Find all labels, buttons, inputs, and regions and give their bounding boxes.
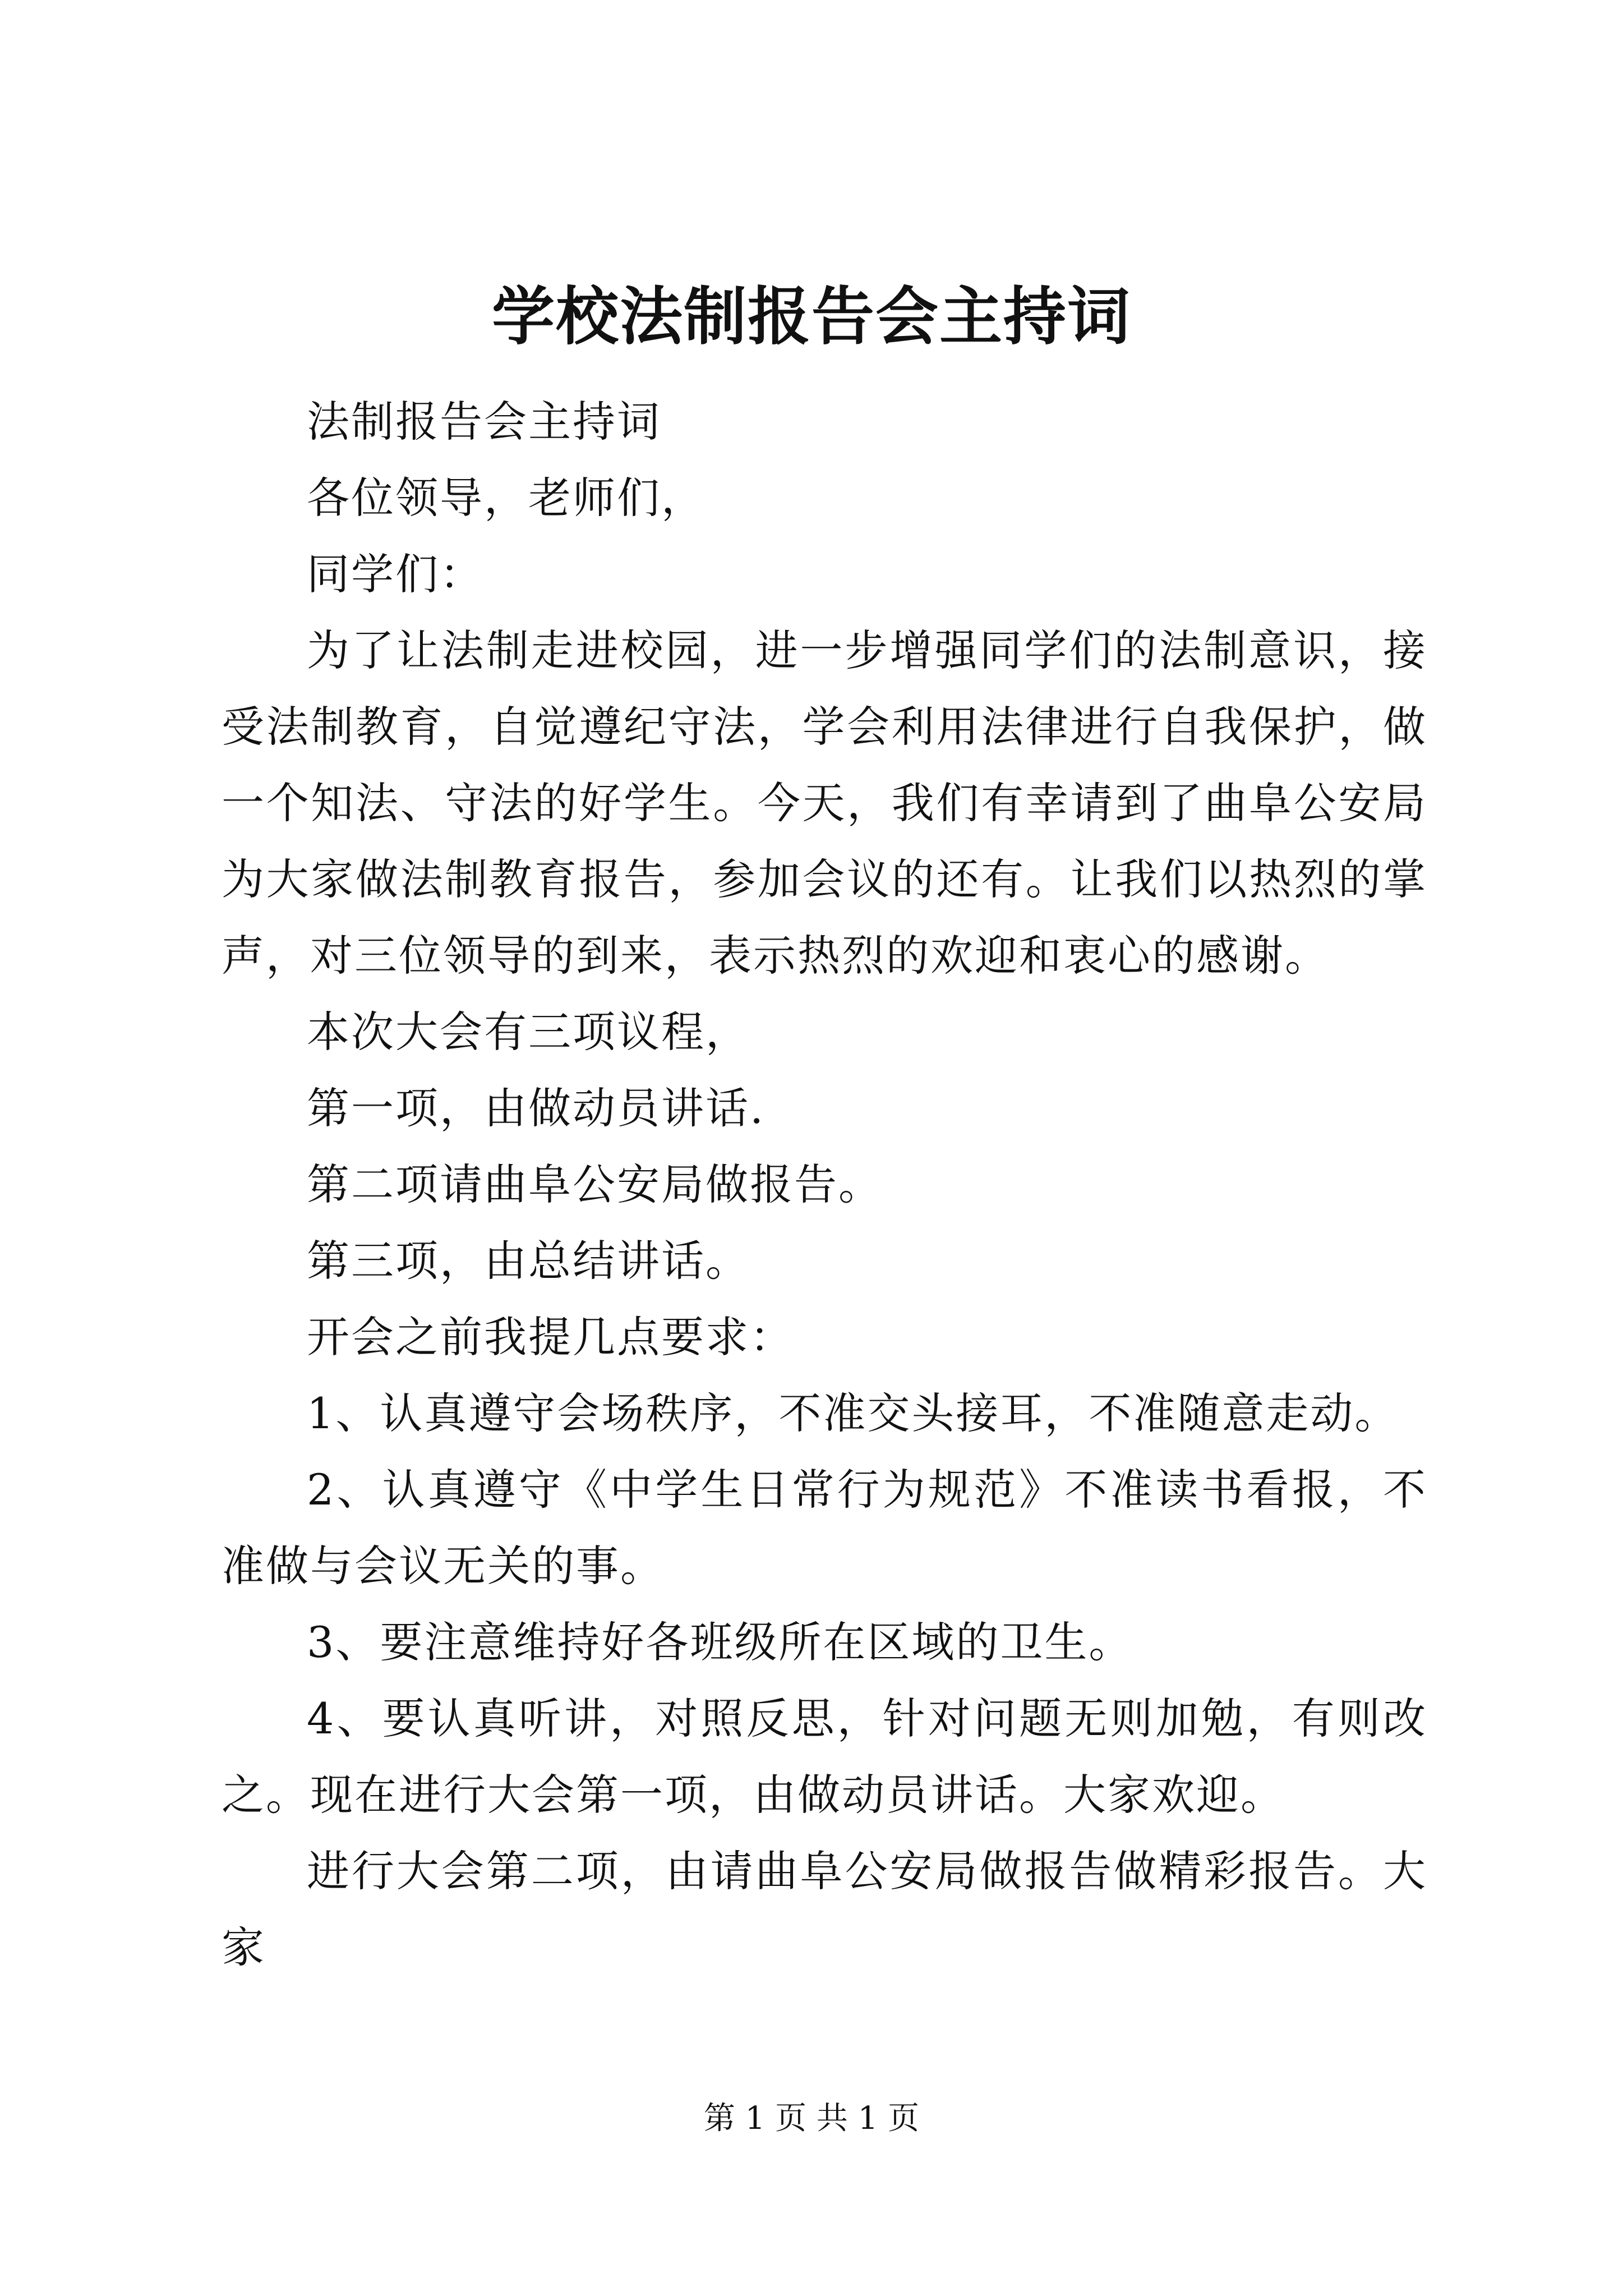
paragraph: 2、认真遵守《中学生日常行为规范》不准读书看报，不准做与会议无关的事。 bbox=[222, 1465, 1427, 1591]
page-footer: 第 1 页 共 1 页 bbox=[703, 2100, 920, 2137]
paragraph: 为了让法制走进校园，进一步增强同学们的法制意识，接受法制教育，自觉遵纪守法，学会利用法律进行自我保护，做一个知法、守法的好学生。今天，我们有幸请到了曲阜公安局为大家做法制教育报告，参加会议的还有。让我们以热烈的掌声，对三位领导的到来，表示热烈的欢迎和衷心的感谢。 bbox=[222, 625, 1427, 981]
paragraph: 开会之前我提几点要求： bbox=[307, 1312, 794, 1362]
paragraph: 进行大会第二项，由请曲阜公安局做报告做精彩报告。大家 bbox=[222, 1846, 1427, 1972]
paragraph: 第三项，由总结讲话。 bbox=[307, 1236, 750, 1286]
paragraph: 4、要认真听讲，对照反思，针对问题无则加勉，有则改之。现在进行大会第一项，由做动员讲话。大家欢迎。 bbox=[222, 1694, 1427, 1820]
paragraph: 同学们： bbox=[307, 549, 484, 599]
paragraph: 本次大会有三项议程， bbox=[307, 1007, 750, 1057]
paragraph: 第一项，由做动员讲话. bbox=[307, 1083, 766, 1133]
paragraph: 第二项请曲阜公安局做报告。 bbox=[307, 1159, 883, 1209]
paragraph: 1、认真遵守会场秩序，不准交头接耳，不准随意走动。 bbox=[307, 1388, 1399, 1438]
paragraph: 法制报告会主持词 bbox=[307, 397, 661, 447]
document-title: 学校法制报告会主持词 bbox=[492, 280, 1131, 353]
paragraph: 各位领导，老师们， bbox=[307, 473, 706, 523]
document-body bbox=[222, 384, 1427, 1986]
paragraph: 3、要注意维持好各班级所在区域的卫生。 bbox=[307, 1617, 1133, 1667]
